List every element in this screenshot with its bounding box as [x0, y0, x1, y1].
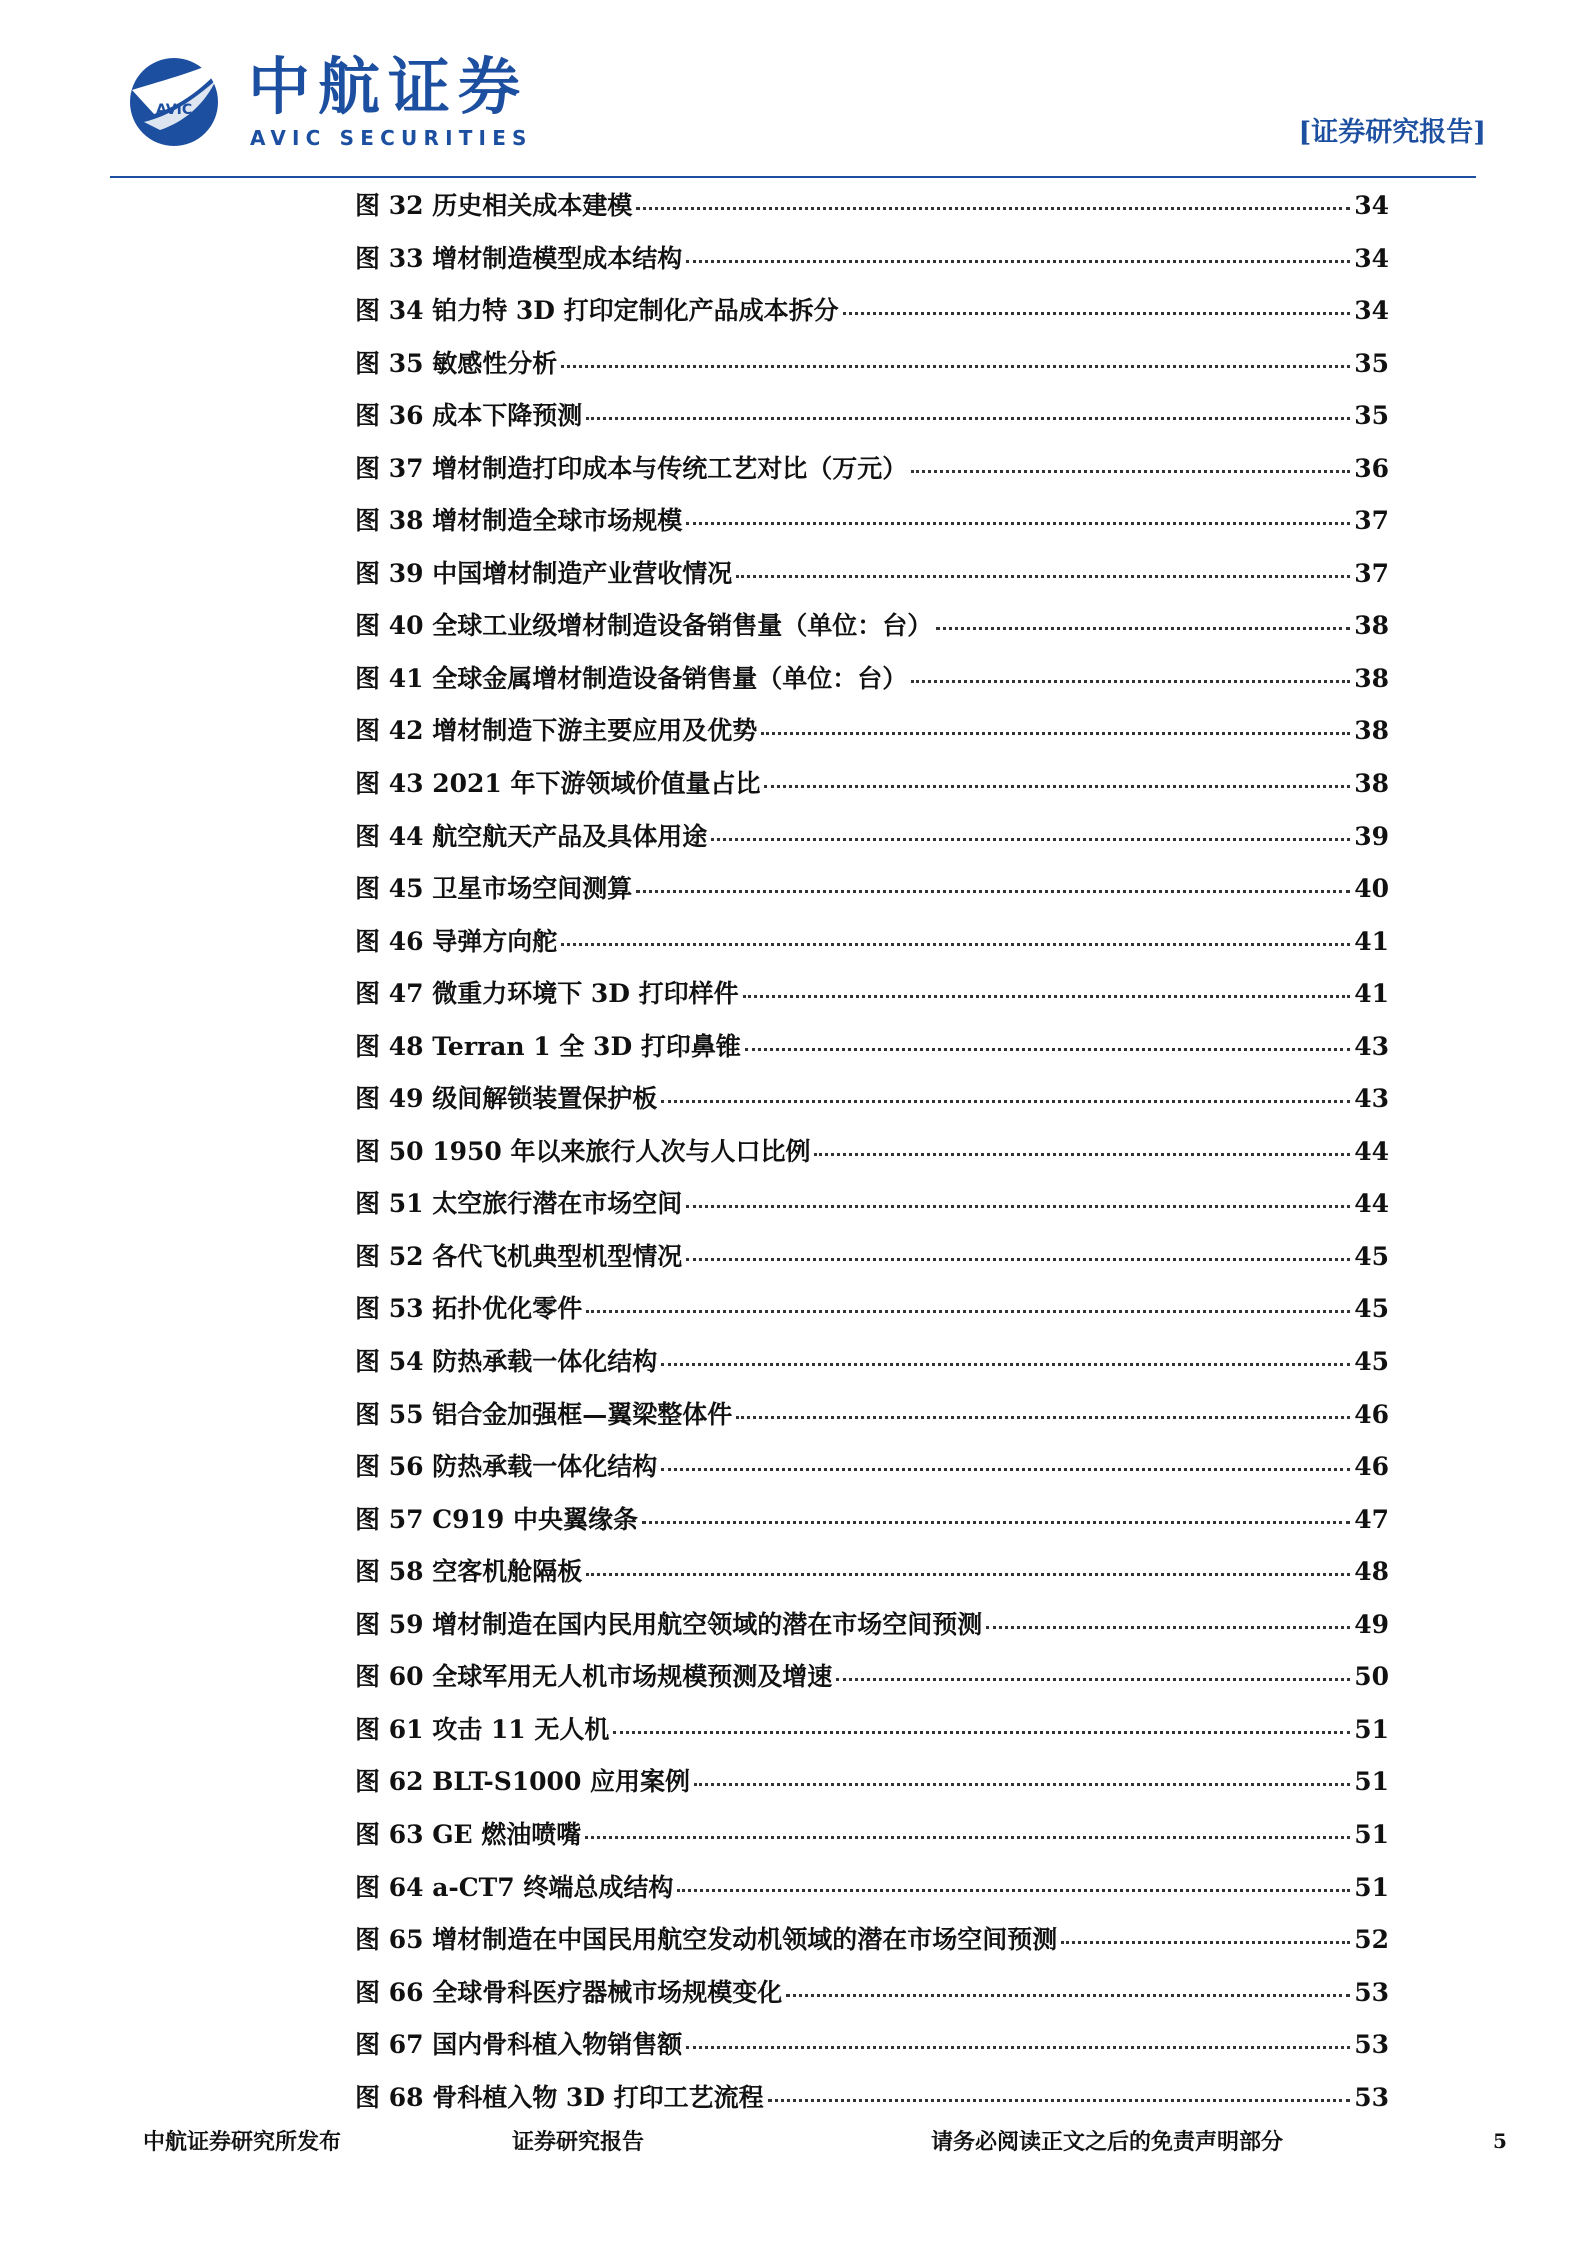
toc-entry-page: 43 — [1354, 1031, 1389, 1061]
toc-entry[interactable] — [355, 811, 1389, 864]
toc-entry-page: 35 — [1354, 348, 1389, 378]
toc-entry-label: 图 47 微重力环境下 3D 打印样件 — [355, 979, 739, 1009]
toc-entry[interactable] — [355, 653, 1389, 706]
toc-entry-page: 53 — [1354, 1977, 1389, 2007]
toc-entry-page: 38 — [1354, 663, 1389, 693]
toc-dot-leader — [686, 252, 1350, 263]
toc-entry-label: 图 42 增材制造下游主要应用及优势 — [355, 716, 758, 746]
toc-entry-page: 50 — [1354, 1662, 1389, 1692]
toc-entry-page: 38 — [1354, 769, 1389, 799]
toc-entry[interactable] — [355, 1651, 1389, 1704]
toc-entry-page: 41 — [1354, 979, 1389, 1009]
toc-entry-label: 图 36 成本下降预测 — [355, 401, 583, 431]
toc-dot-leader — [843, 304, 1351, 315]
toc-entry[interactable] — [355, 1283, 1389, 1336]
toc-entry[interactable] — [355, 1126, 1389, 1179]
toc-entry-label: 图 66 全球骨科医疗器械市场规模变化 — [355, 1977, 783, 2007]
toc-entry-page: 41 — [1354, 926, 1389, 956]
avic-logo-icon — [124, 50, 234, 150]
toc-entry-label: 图 61 攻击 11 无人机 — [355, 1714, 610, 1744]
toc-entry[interactable] — [355, 1546, 1389, 1599]
toc-entry-label: 图 62 BLT-S1000 应用案例 — [355, 1767, 691, 1797]
toc-entry-label: 图 54 防热承载一体化结构 — [355, 1347, 658, 1377]
toc-entry-page: 44 — [1354, 1189, 1389, 1219]
toc-entry-page: 51 — [1354, 1819, 1389, 1849]
figure-toc-list — [355, 180, 1389, 2124]
toc-entry[interactable] — [355, 1336, 1389, 1389]
footer-report-type: 证券研究报告 — [512, 2129, 645, 2155]
toc-entry-label: 图 55 铝合金加强框—翼梁整体件 — [355, 1399, 733, 1429]
toc-entry-page: 38 — [1354, 611, 1389, 641]
toc-dot-leader — [561, 357, 1350, 368]
toc-entry-label: 图 33 增材制造模型成本结构 — [355, 243, 683, 273]
toc-dot-leader — [686, 514, 1350, 525]
toc-dot-leader — [786, 1986, 1350, 1997]
toc-entry-label: 图 68 骨科植入物 3D 打印工艺流程 — [355, 2082, 764, 2112]
toc-entry[interactable] — [355, 1862, 1389, 1915]
footer-page-number: 5 — [1493, 2129, 1507, 2153]
toc-entry-label: 图 39 中国增材制造产业营收情况 — [355, 558, 733, 588]
toc-dot-leader — [636, 199, 1350, 210]
toc-entry-label: 图 51 太空旅行潜在市场空间 — [355, 1189, 683, 1219]
toc-dot-leader — [661, 1092, 1350, 1103]
toc-entry-page: 45 — [1354, 1294, 1389, 1324]
toc-entry[interactable] — [355, 1494, 1389, 1547]
toc-entry[interactable] — [355, 180, 1389, 233]
toc-entry-label: 图 44 航空航天产品及具体用途 — [355, 821, 708, 851]
toc-dot-leader — [836, 1670, 1350, 1681]
page-header — [0, 0, 1586, 180]
toc-entry[interactable] — [355, 548, 1389, 601]
footer-publisher: 中航证券研究所发布 — [143, 2129, 342, 2155]
toc-entry[interactable] — [355, 233, 1389, 286]
toc-dot-leader — [736, 1408, 1350, 1419]
toc-dot-leader — [986, 1618, 1350, 1629]
toc-entry-label: 图 53 拓扑优化零件 — [355, 1294, 583, 1324]
toc-entry[interactable] — [355, 1021, 1389, 1074]
toc-dot-leader — [936, 619, 1350, 630]
toc-dot-leader — [586, 1565, 1350, 1576]
toc-entry-page: 51 — [1354, 1714, 1389, 1744]
toc-entry[interactable] — [355, 968, 1389, 1021]
toc-dot-leader — [613, 1723, 1350, 1734]
toc-entry-page: 36 — [1354, 453, 1389, 483]
toc-entry-label: 图 45 卫星市场空间测算 — [355, 874, 633, 904]
toc-dot-leader — [1061, 1933, 1350, 1944]
toc-entry-label: 图 57 C919 中央翼缘条 — [355, 1504, 638, 1534]
toc-entry-page: 34 — [1354, 243, 1389, 273]
toc-entry-label: 图 50 1950 年以来旅行人次与人口比例 — [355, 1136, 811, 1166]
toc-entry[interactable] — [355, 338, 1389, 391]
toc-entry-page: 51 — [1354, 1767, 1389, 1797]
toc-entry-label: 图 52 各代飞机典型机型情况 — [355, 1241, 683, 1271]
toc-entry-label: 图 48 Terran 1 全 3D 打印鼻锥 — [355, 1031, 741, 1061]
toc-entry-label: 图 56 防热承载一体化结构 — [355, 1452, 658, 1482]
toc-dot-leader — [768, 2091, 1351, 2102]
toc-entry-page: 35 — [1354, 401, 1389, 431]
toc-entry-page: 46 — [1354, 1399, 1389, 1429]
brand-name-cn: 中航证券 — [248, 50, 529, 123]
toc-entry[interactable] — [355, 1231, 1389, 1284]
toc-entry-page: 52 — [1354, 1925, 1389, 1955]
toc-entry-label: 图 35 敏感性分析 — [355, 348, 558, 378]
toc-entry-page: 48 — [1354, 1557, 1389, 1587]
toc-entry[interactable] — [355, 1809, 1389, 1862]
logo-text: AVIC — [155, 102, 193, 118]
header-divider — [110, 176, 1476, 178]
toc-entry[interactable] — [355, 2019, 1389, 2072]
toc-entry-label: 图 46 导弹方向舵 — [355, 926, 558, 956]
toc-entry-label: 图 58 空客机舱隔板 — [355, 1557, 583, 1587]
toc-entry[interactable] — [355, 1704, 1389, 1757]
toc-entry-page: 51 — [1354, 1872, 1389, 1902]
toc-entry[interactable] — [355, 705, 1389, 758]
toc-entry[interactable] — [355, 600, 1389, 653]
toc-dot-leader — [911, 672, 1350, 683]
report-tag: [证券研究报告] — [1298, 117, 1486, 148]
toc-entry-label: 图 63 GE 燃油喷嘴 — [355, 1819, 582, 1849]
toc-entry-page: 40 — [1354, 874, 1389, 904]
toc-entry-page: 44 — [1354, 1136, 1389, 1166]
toc-entry-label: 图 41 全球金属增材制造设备销售量（单位：台） — [355, 663, 908, 693]
toc-entry-label: 图 38 增材制造全球市场规模 — [355, 506, 683, 536]
toc-entry-page: 45 — [1354, 1347, 1389, 1377]
toc-entry[interactable] — [355, 863, 1389, 916]
toc-dot-leader — [814, 1145, 1350, 1156]
toc-entry-label: 图 49 级间解锁装置保护板 — [355, 1084, 658, 1114]
toc-entry-page: 38 — [1354, 716, 1389, 746]
toc-entry-label: 图 60 全球军用无人机市场规模预测及增速 — [355, 1662, 833, 1692]
toc-dot-leader — [661, 1460, 1350, 1471]
toc-dot-leader — [694, 1775, 1350, 1786]
toc-entry-page: 49 — [1354, 1609, 1389, 1639]
toc-dot-leader — [586, 1302, 1350, 1313]
toc-entry-page: 34 — [1354, 296, 1389, 326]
toc-entry[interactable] — [355, 1967, 1389, 2020]
toc-entry-page: 34 — [1354, 191, 1389, 220]
toc-dot-leader — [585, 1828, 1350, 1839]
page-footer — [0, 2125, 1586, 2165]
toc-dot-leader — [711, 830, 1350, 841]
toc-dot-leader — [761, 724, 1350, 735]
toc-entry[interactable] — [355, 1756, 1389, 1809]
toc-entry[interactable] — [355, 1441, 1389, 1494]
brand-name-en: AVIC SECURITIES — [250, 126, 533, 150]
toc-entry-label: 图 64 a-CT7 终端总成结构 — [355, 1872, 674, 1902]
toc-dot-leader — [736, 567, 1350, 578]
toc-entry[interactable] — [355, 495, 1389, 548]
toc-entry[interactable] — [355, 1073, 1389, 1126]
toc-dot-leader — [686, 1197, 1350, 1208]
toc-entry-label: 图 40 全球工业级增材制造设备销售量（单位：台） — [355, 611, 933, 641]
toc-dot-leader — [661, 1355, 1350, 1366]
toc-dot-leader — [677, 1881, 1350, 1892]
toc-entry-page: 39 — [1354, 821, 1389, 851]
toc-dot-leader — [586, 409, 1350, 420]
footer-disclaimer: 请务必阅读正文之后的免责声明部分 — [931, 2129, 1284, 2155]
toc-entry-page: 47 — [1354, 1504, 1389, 1534]
toc-entry-label: 图 37 增材制造打印成本与传统工艺对比（万元） — [355, 453, 908, 483]
toc-dot-leader — [636, 882, 1350, 893]
toc-dot-leader — [743, 987, 1351, 998]
toc-dot-leader — [686, 1250, 1350, 1261]
toc-dot-leader — [642, 1513, 1350, 1524]
toc-dot-leader — [561, 935, 1350, 946]
toc-entry[interactable] — [355, 390, 1389, 443]
toc-entry[interactable] — [355, 285, 1389, 338]
toc-entry-page: 45 — [1354, 1241, 1389, 1271]
toc-entry[interactable] — [355, 1914, 1389, 1967]
toc-entry[interactable] — [355, 1389, 1389, 1442]
toc-entry[interactable] — [355, 1599, 1389, 1652]
toc-dot-leader — [764, 777, 1350, 788]
toc-dot-leader — [911, 462, 1350, 473]
toc-entry-page: 37 — [1354, 506, 1389, 536]
toc-entry-page: 53 — [1354, 2030, 1389, 2060]
toc-dot-leader — [745, 1040, 1350, 1051]
toc-entry-label: 图 65 增材制造在中国民用航空发动机领域的潜在市场空间预测 — [355, 1925, 1058, 1955]
toc-entry-page: 37 — [1354, 558, 1389, 588]
toc-entry-page: 46 — [1354, 1452, 1389, 1482]
toc-entry-label: 图 34 铂力特 3D 打印定制化产品成本拆分 — [355, 296, 839, 326]
toc-entry[interactable] — [355, 758, 1389, 811]
toc-entry-label: 图 59 增材制造在国内民用航空领域的潜在市场空间预测 — [355, 1609, 983, 1639]
toc-entry[interactable] — [355, 443, 1389, 496]
toc-entry-page: 43 — [1354, 1084, 1389, 1114]
toc-entry-label: 图 32 历史相关成本建模 — [355, 191, 633, 220]
toc-entry[interactable] — [355, 1178, 1389, 1231]
toc-entry-page: 53 — [1354, 2082, 1389, 2112]
toc-entry-label: 图 43 2021 年下游领域价值量占比 — [355, 769, 761, 799]
toc-entry[interactable] — [355, 2072, 1389, 2125]
toc-entry-label: 图 67 国内骨科植入物销售额 — [355, 2030, 683, 2060]
toc-entry[interactable] — [355, 916, 1389, 969]
toc-dot-leader — [686, 2038, 1350, 2049]
